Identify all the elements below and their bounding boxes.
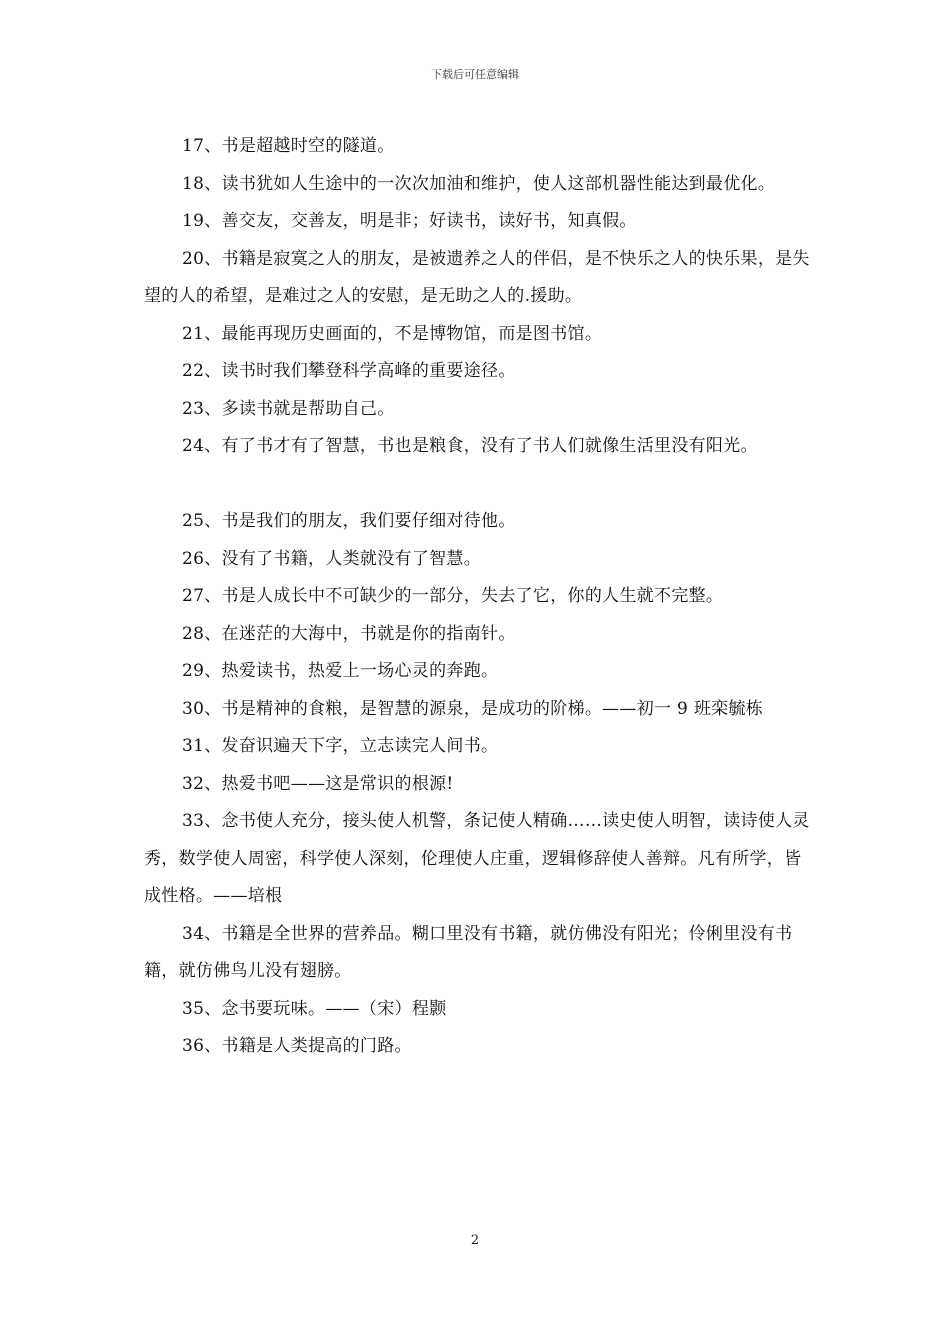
quote-22: 22、读书时我们攀登科学高峰的重要途径。 [182, 361, 516, 381]
quote-24: 24、有了书才有了智慧，书也是粮食，没有了书人们就像生活里没有阳光。 [182, 436, 758, 456]
quote-31: 31、发奋识遍天下字，立志读完人间书。 [182, 736, 499, 756]
quote-30: 30、书是精神的食粮，是智慧的源泉，是成功的阶梯。——初一 9 班栾毓栋 [182, 698, 764, 719]
quote-17: 17、书是超越时空的隧道。 [182, 136, 395, 156]
quote-35: 35、念书要玩味。——（宋）程颢 [182, 998, 447, 1019]
page-number: 2 [470, 1233, 480, 1248]
quote-28: 28、在迷茫的大海中，书就是你的指南针。 [182, 623, 516, 644]
quote-36: 36、书籍是人类提高的门路。 [182, 1036, 412, 1056]
blank-line [144, 466, 818, 504]
quote-23: 23、多读书就是帮助自己。 [182, 398, 395, 419]
document-body [144, 128, 818, 1066]
quote-25: 25、书是我们的朋友，我们要仔细对待他。 [182, 511, 516, 531]
quote-29: 29、热爱读书，热爱上一场心灵的奔跑。 [182, 661, 499, 681]
quote-32: 32、热爱书吧——这是常识的根源! [182, 773, 454, 794]
quote-20: 20、书籍是寂寞之人的朋友，是被遗养之人的伴侣，是不快乐之人的快乐果，是失望的人的希望，是难过之人的安慰，是无助之人的.援助。 [144, 248, 810, 306]
quote-27: 27、书是人成长中不可缺少的一部分，失去了它，你的人生就不完整。 [182, 586, 724, 606]
quote-26: 26、没有了书籍，人类就没有了智慧。 [182, 548, 482, 569]
quote-34: 34、书籍是全世界的营养品。糊口里没有书籍，就仿佛没有阳光；伶俐里没有书籍，就仿佛鸟儿没有翅膀。 [144, 923, 793, 981]
quote-21: 21、最能再现历史画面的，不是博物馆，而是图书馆。 [182, 323, 603, 344]
page-header: 下载后可任意编辑 [431, 68, 519, 81]
quote-33: 33、念书使人充分，接头使人机警，条记使人精确……读史使人明智，读诗使人灵秀，数学使人周密，科学使人深刻，伦理使人庄重，逻辑修辞使人善辩。凡有所学，皆成性格。——培根 [144, 811, 810, 906]
quote-19: 19、善交友，交善友，明是非；好读书，读好书，知真假。 [182, 211, 637, 231]
quote-18: 18、读书犹如人生途中的一次次加油和维护，使人这部机器性能达到最优化。 [182, 173, 776, 194]
